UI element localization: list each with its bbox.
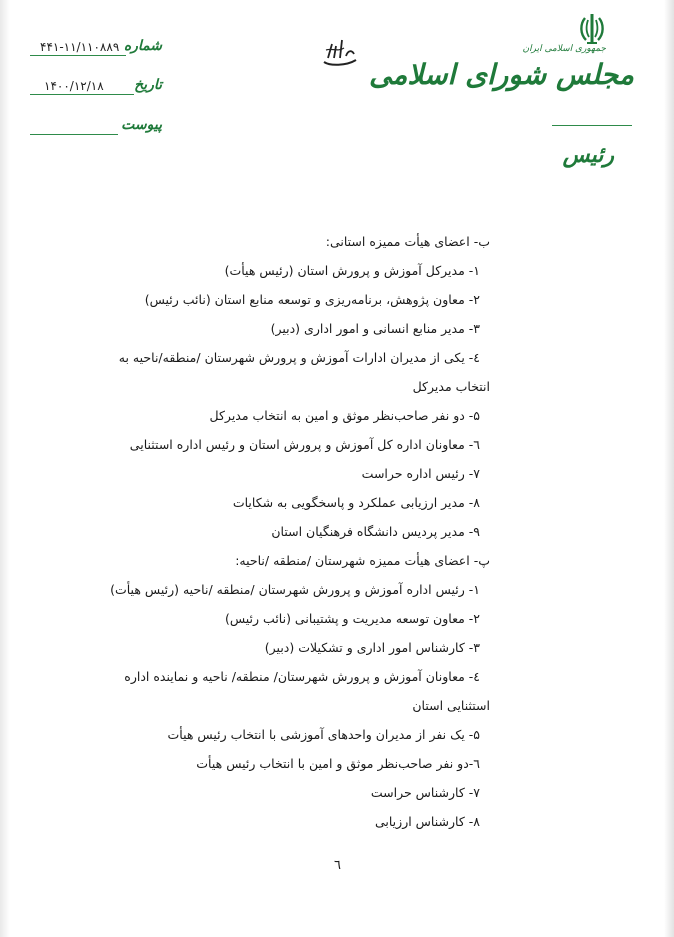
date-row [30, 77, 162, 97]
body-line: پ- اعضای هیأت ممیزه شهرستان /منطقه /ناحیه: [235, 553, 490, 568]
body-line: ٦-دو نفر صاحب‌نظر موثق و امین با انتخاب رئیس هیأت [196, 756, 480, 771]
date-value: ۱۴۰۰/۱۲/۱۸ [44, 79, 104, 93]
body-line: ۸- مدیر ارزیابی عملکرد و پاسخگویی به شکایات [232, 495, 480, 510]
body-line: ۸- کارشناس ارزیابی [374, 814, 480, 829]
scan-edge-left [0, 0, 10, 937]
body-line: ۷- رئیس اداره حراست [361, 466, 480, 481]
body-line: ۵- دو نفر صاحب‌نظر موثق و امین به انتخاب مدیرکل [209, 408, 480, 423]
body-line: استثنایی استان [412, 698, 490, 713]
body-line: ۵- یک نفر از مدیران واحدهای آموزشی با انتخاب رئیس هیأت [167, 727, 480, 742]
iran-emblem-icon [576, 12, 608, 46]
attachment-label: پیوست [121, 117, 162, 133]
body-line: ٤- یکی از مدیران ادارات آموزش و پرورش شهرستان /منطقه/ناحیه به [118, 350, 480, 365]
bismillah-calligraphy-icon [320, 36, 360, 70]
body-line: ٤- معاونان آموزش و پرورش شهرستان/ منطقه/ ناحیه و نماینده اداره [124, 669, 480, 684]
body-line: ٦- معاونان اداره کل آموزش و پرورش استان و رئیس اداره استثنایی [129, 437, 480, 452]
number-label: شماره [123, 38, 162, 54]
body-line: ۷- کارشناس حراست [370, 785, 480, 800]
date-line [30, 94, 134, 95]
body-line: ۹- مدیر پردیس دانشگاه فرهنگیان استان [271, 524, 480, 539]
page-number: ٦ [334, 858, 341, 873]
date-label: تاریخ [134, 77, 162, 93]
body-line: ب- اعضای هیأت ممیزه استانی: [325, 234, 490, 249]
body-line: ۳- مدیر منابع انسانی و امور اداری (دبیر) [270, 321, 480, 336]
body-line: ۱- رئیس اداره آموزش و پرورش شهرستان /منطقه /ناحیه (رئیس هیأت) [110, 582, 480, 597]
number-value: ۴۴۱-۱۱/۱۱۰۸۸۹ [40, 40, 120, 54]
emblem-divider [552, 125, 632, 126]
emblem-country: جمهوری اسلامی ایران [522, 44, 606, 54]
body-line: ۲- معاون توسعه مدیریت و پشتیبانی (نائب رئیس) [224, 611, 480, 626]
emblem-role: رئیس [562, 142, 614, 168]
body-line: ۳- کارشناس امور اداری و تشکیلات (دبیر) [264, 640, 480, 655]
scan-edge-right [664, 0, 674, 937]
body-line: انتخاب مدیرکل [412, 379, 490, 394]
body-line: ۱- مدیرکل آموزش و پرورش استان (رئیس هیأت) [224, 263, 480, 278]
attachment-row [30, 117, 162, 137]
number-line [30, 55, 126, 56]
attachment-line [30, 134, 118, 135]
body-line: ۲- معاون پژوهش، برنامه‌ریزی و توسعه منابع استان (نائب رئیس) [144, 292, 480, 307]
emblem-org: مجلس شورای اسلامی [369, 58, 634, 91]
number-row [30, 38, 162, 58]
